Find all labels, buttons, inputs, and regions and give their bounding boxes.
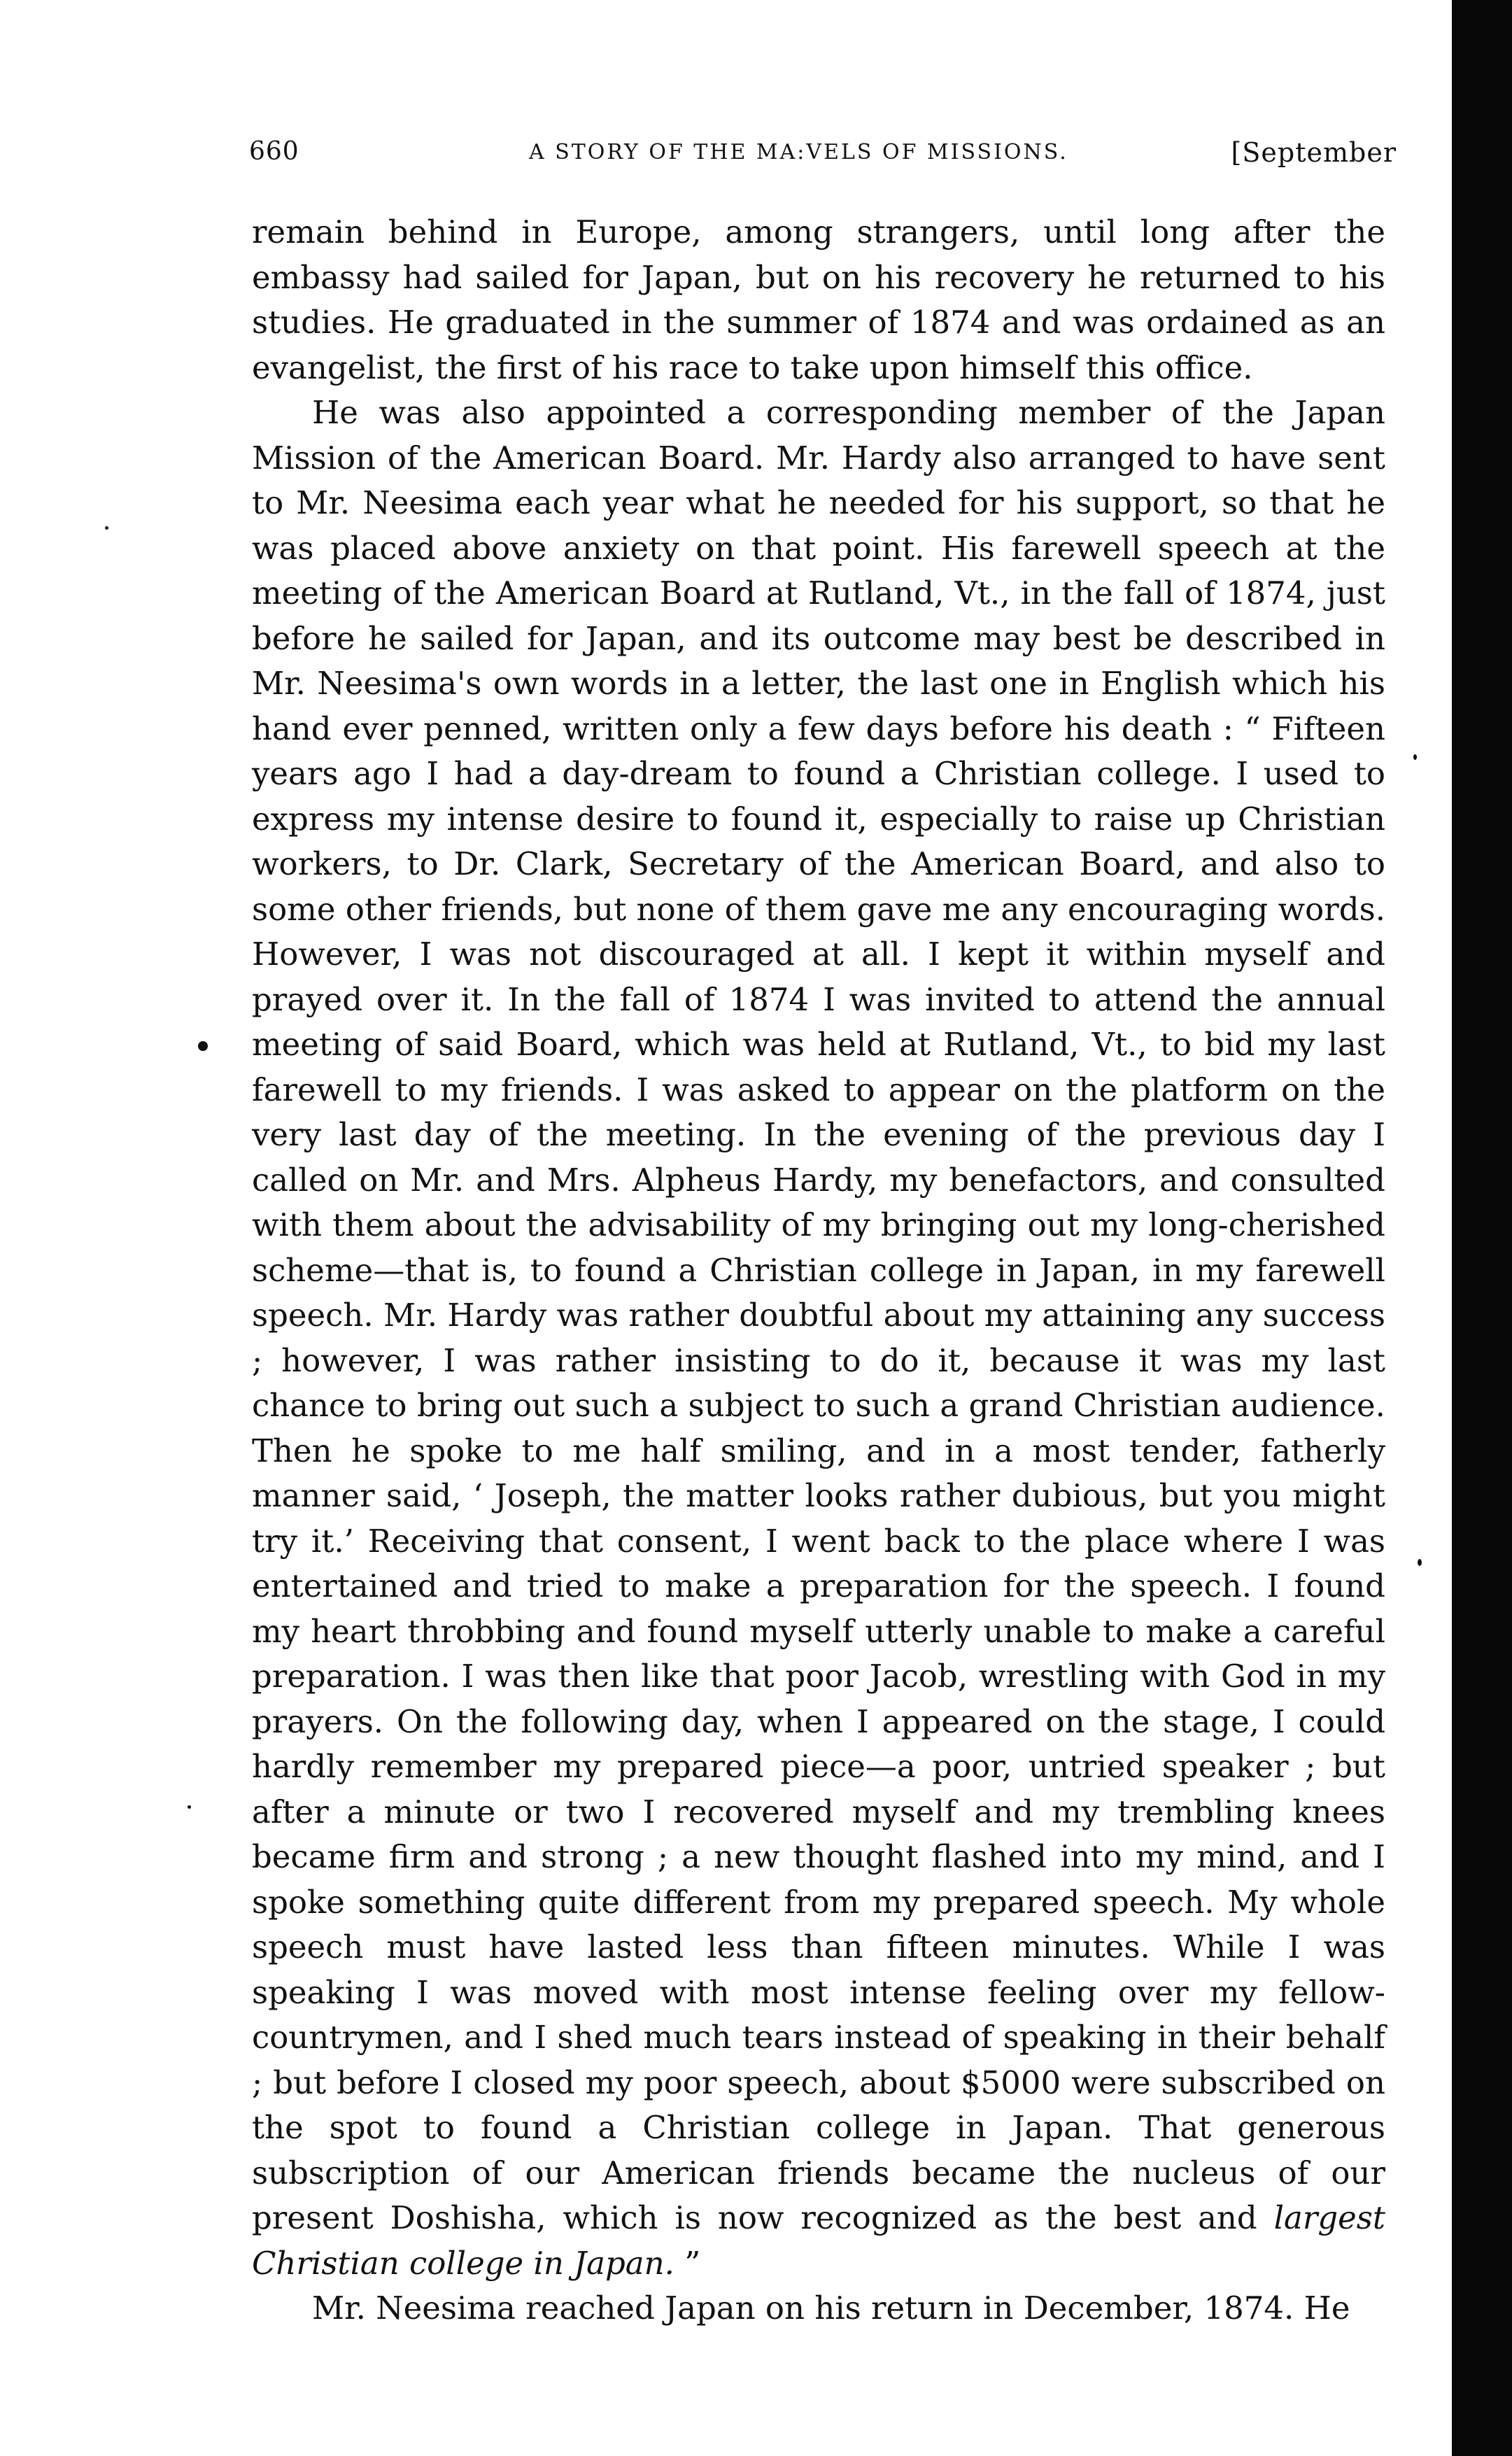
- running-title: A STORY OF THE MA:VELS OF MISSIONS.: [529, 140, 1068, 164]
- running-head-month: [September: [1231, 137, 1397, 168]
- italic-phrase: largest Christian college in Japan.: [252, 2199, 1385, 2282]
- closing-quote: ”: [674, 2244, 701, 2282]
- page-number: 660: [249, 137, 299, 166]
- paragraph-continued: remain behind in Europe, among strangers, until long after the embassy had sailed for Japan, but on his recovery he returned to his studies. He graduated in the summer of 1874 and was ordained as an evangelist, the first of his race to take upon himself this office.: [252, 213, 1385, 386]
- body-text: [252, 210, 1385, 2331]
- margin-speck: [1413, 754, 1417, 760]
- scan-edge: [1452, 0, 1512, 2456]
- margin-speck: [198, 1041, 208, 1051]
- paragraph-neesima-speech: [252, 390, 1385, 2286]
- margin-speck: [105, 526, 108, 530]
- running-head: [249, 137, 1397, 179]
- paragraph-text: He was also appointed a corresponding member of the Japan Mission of the American Board. Mr. Hardy also arranged to have sent to Mr. Neesima each year what he needed for his support, so that he was placed above anxiety on that point. His farewell speech at the meeting of the American Board at Rutland, Vt., in the fall of 1874, just before he sailed for Japan, and its outcome may best be described in Mr. Neesima's own words in a letter, the last one in English which his hand ever penned, written only a few days before his death : “ Fifteen years ago I had a day-dream to found a Christian college. I used to express my intense desire to found it, especially to raise up Christian workers, to Dr. Clark, Secretary of the American Board, and also to some other friends, but none of them gave me any encouraging words. However, I was not discouraged at all. I kept it within myself and prayed over it. In the fall of 1874 I was invited to attend the annual meeting of said Board, which was held at Rutland, Vt., to bid my last farewell to my friends. I was asked to appear on the platform on the very last day of the meeting. In the evening of the previous day I called on Mr. and Mrs. Alpheus Hardy, my benefactors, and consulted with them about the advisability of my bringing out my long-cherished scheme—that is, to found a Christian college in Japan, in my farewell speech. Mr. Hardy was rather doubtful about my attaining any success ; however, I was rather insisting to do it, because it was my last chance to bring out such a subject to such a grand Christian audience. Then he spoke to me half smiling, and in a most tender, fatherly manner said, ‘ Joseph, the matter looks rather dubious, but you might try it.’ Receiving that consent, I went back to the place where I was entertained and tried to make a preparation for the speech. I found my heart throbbing and found myself utterly unable to make a careful preparation. I was then like that poor Jacob, wrestling with God in my prayers. On the following day, when I appeared on the stage, I could hardly remember my prepared piece—a poor, untried speaker ; but after a minute or two I recovered myself and my trembling knees became firm and strong ; a new thought flashed into my mind, and I spoke something quite different from my prepared speech. My whole speech must have lasted less than fifteen minutes. While I was speaking I was moved with most intense feeling over my fellow-countrymen, and I shed much tears instead of speaking in their behalf ; but before I closed my poor speech, about $5000 were subscribed on the spot to found a Christian college in Japan. That generous subscription of our American friends became the nucleus of our present Doshisha, which is now recognized as the best and: [252, 394, 1385, 2236]
- paragraph-return-japan: Mr. Neesima reached Japan on his return in December, 1874. He: [312, 2289, 1350, 2327]
- margin-speck: [188, 1805, 191, 1809]
- margin-speck: [1418, 1559, 1422, 1566]
